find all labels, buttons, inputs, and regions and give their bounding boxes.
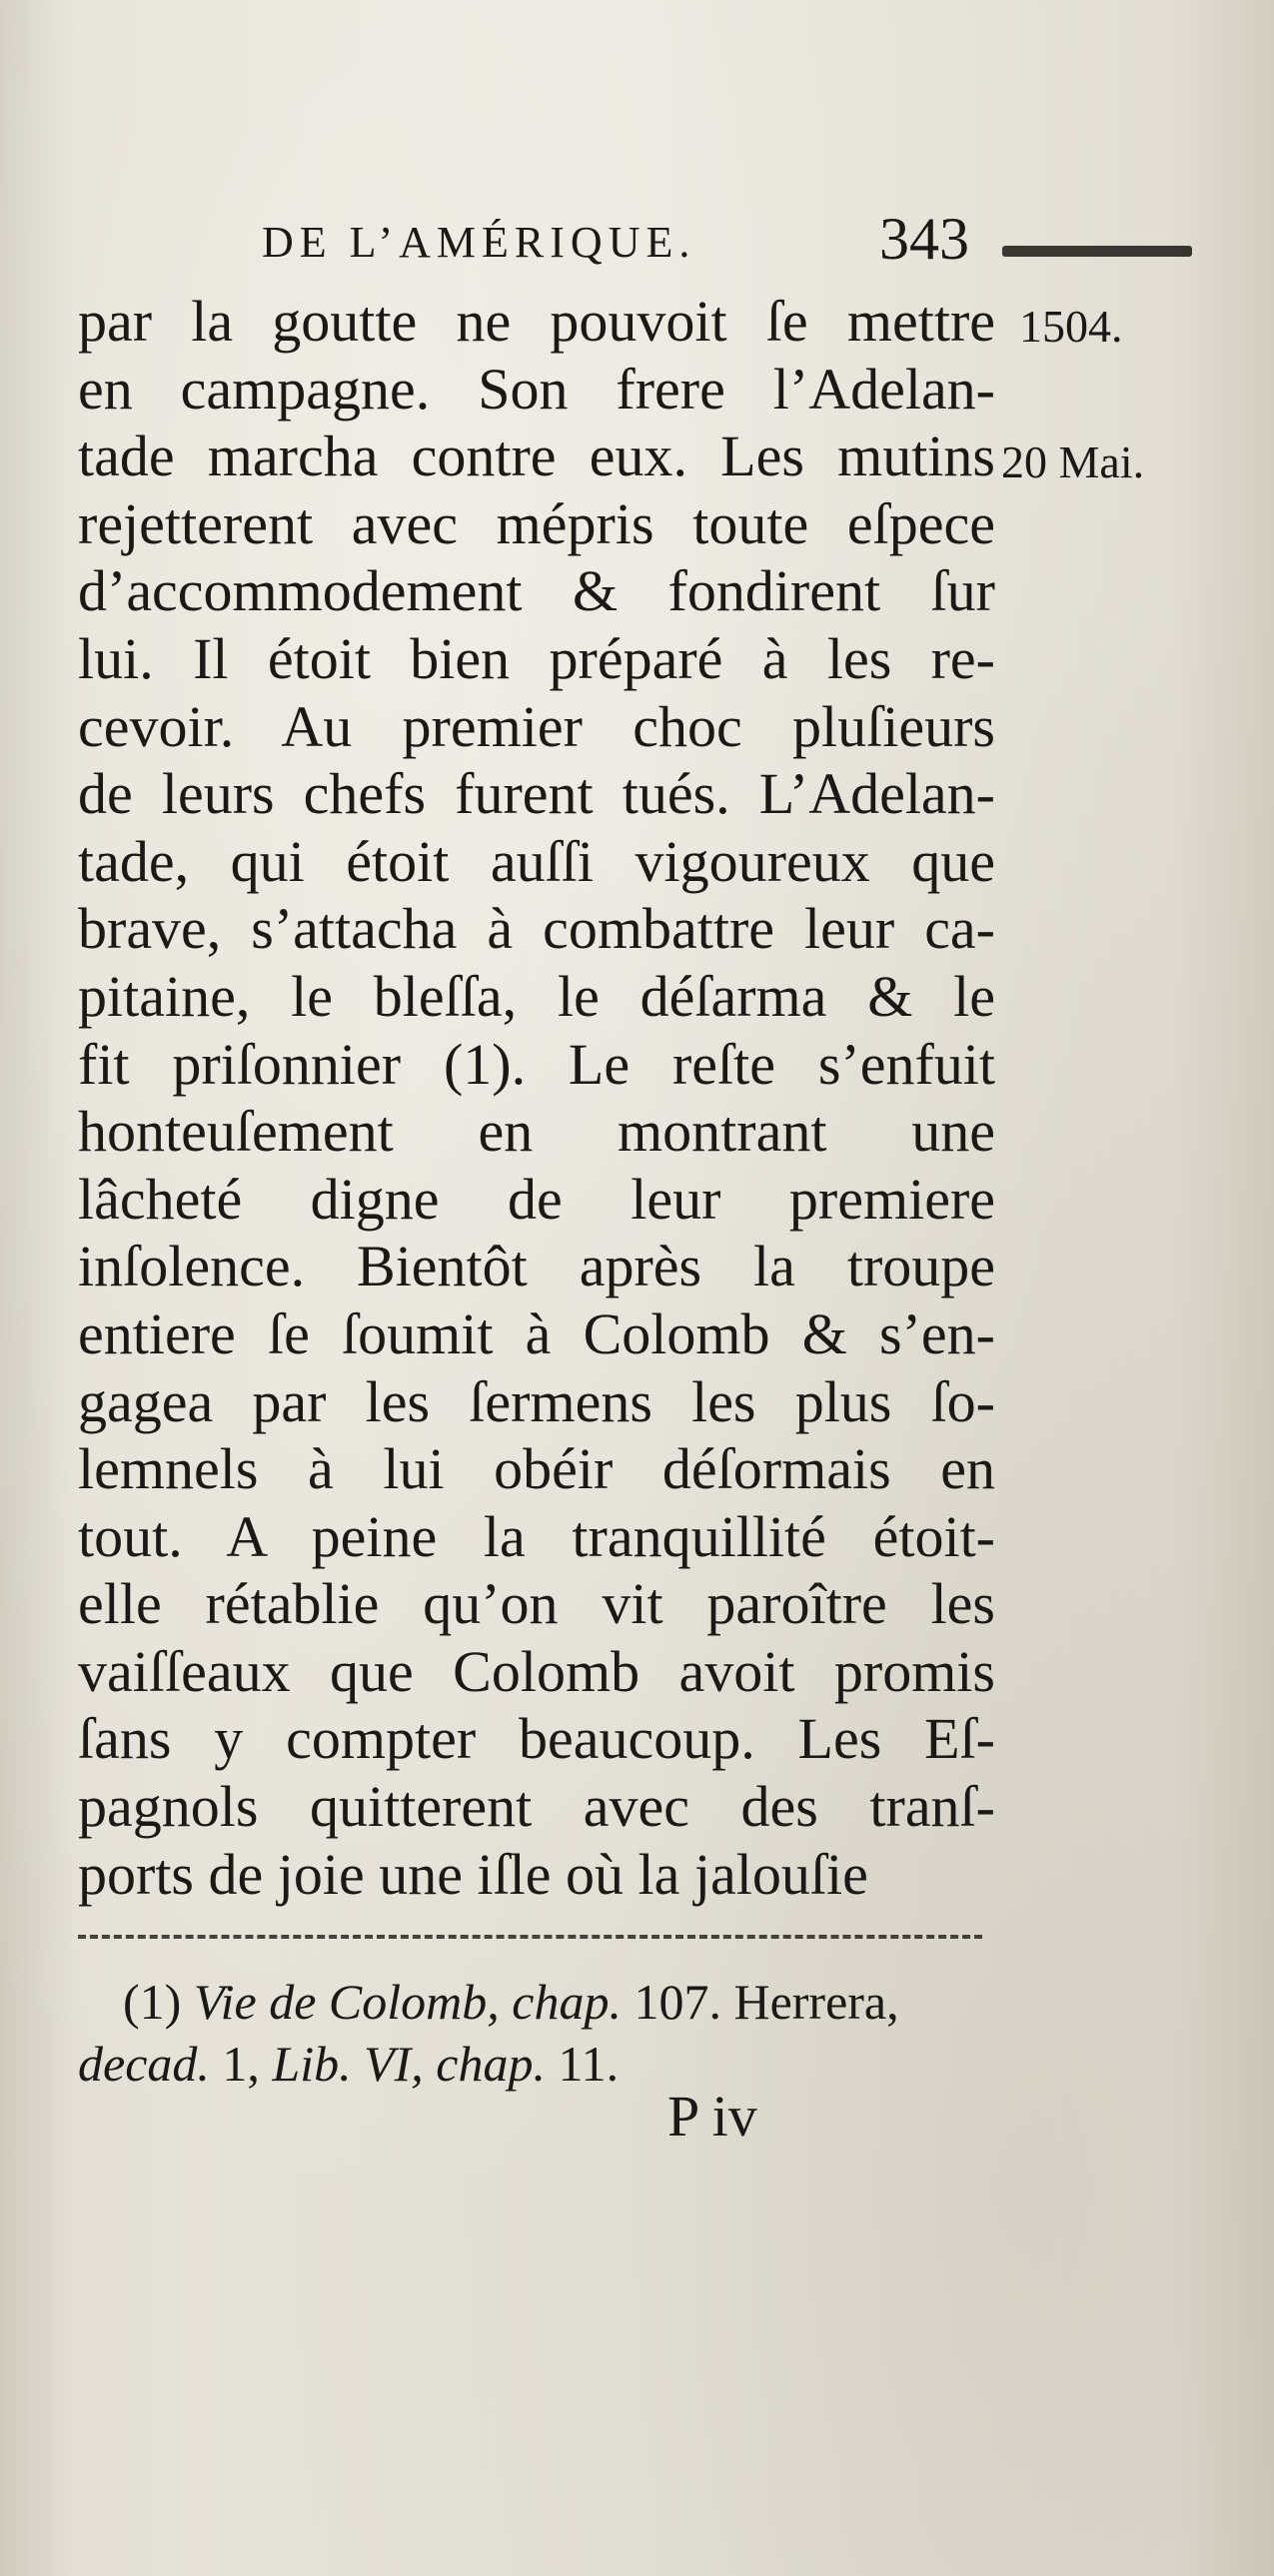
text-line: ſans y compter beaucoup. Les Eſ- [78,1706,995,1772]
text-line: gagea par les ſermens les plus ſo- [78,1368,995,1434]
footnote-line-2 [78,2033,1037,2095]
text-line: tade marcha contre eux. Les mutins [78,424,995,489]
page-number: 343 [879,206,969,272]
footnote [78,1971,1037,2095]
text-line: d’accommodement & fondirent ſur [78,558,995,624]
footnote-author: Herrera, [733,1974,899,2030]
footnote-line-1 [78,1971,1037,2033]
footnote-ref-book: Lib. VI, chap. [272,2036,546,2092]
text-line: par la goutte ne pouvoit ſe mettre [78,289,995,354]
text-line: tout. A peine la tranquillité étoit- [78,1503,995,1569]
text-line: entiere ſe ſoumit à Colomb & s’en- [78,1300,995,1366]
footnote-rule [78,1935,982,1939]
signature-mark: P iv [667,2084,757,2148]
text-line: brave, s’attacha à combattre leur ca- [78,896,995,962]
running-head-rule [1002,246,1192,257]
text-line: lâcheté digne de leur premiere [78,1166,995,1232]
margin-note-date: 20 Mai. [1001,436,1145,487]
text-line: fit priſonnier (1). Le reſte s’enfuit [78,1031,995,1097]
footnote-decade-number: 1, [222,2036,260,2092]
text-line: pagnols quitterent avec des tranſ- [78,1774,995,1840]
text-line: tade, qui étoit auſſi vigoureux que [78,828,995,894]
text-line: vaiſſeaux que Colomb avoit promis [78,1638,995,1704]
body-text [78,288,995,1908]
footnote-ref: Vie de Colomb, chap. [193,1974,622,2030]
text-line: pitaine, le bleſſa, le déſarma & le [78,963,995,1029]
footnote-chapter-number: 11. [558,2036,620,2092]
footnote-ref-decade: decad. [78,2036,210,2092]
text-line: lemnels à lui obéir déſormais en [78,1436,995,1502]
footnote-number: 107. [634,1974,721,2030]
show-through-text [1029,519,1209,819]
text-line: rejetterent avec mépris toute eſpece [78,490,995,556]
text-line: honteuſement en montrant une [78,1099,995,1165]
text-line: inſolence. Bientôt après la troupe [78,1234,995,1299]
text-line: ports de joie une iſle où la jalouſie [78,1841,868,1907]
running-head [262,205,1021,275]
footnote-marker: (1) [123,1974,182,2030]
text-line: lui. Il étoit bien préparé à les re- [78,625,995,691]
running-head-title: DE L’AMÉRIQUE. [262,218,696,267]
text-line: cevoir. Au premier choc pluſieurs [78,693,995,759]
text-line: en campagne. Son frere l’Adelan- [78,356,995,422]
text-line: de leurs chefs furent tués. L’Adelan- [78,761,995,827]
text-line: elle rétablie qu’on vit paroître les [78,1571,995,1637]
margin-note-year: 1504. [1019,301,1123,352]
